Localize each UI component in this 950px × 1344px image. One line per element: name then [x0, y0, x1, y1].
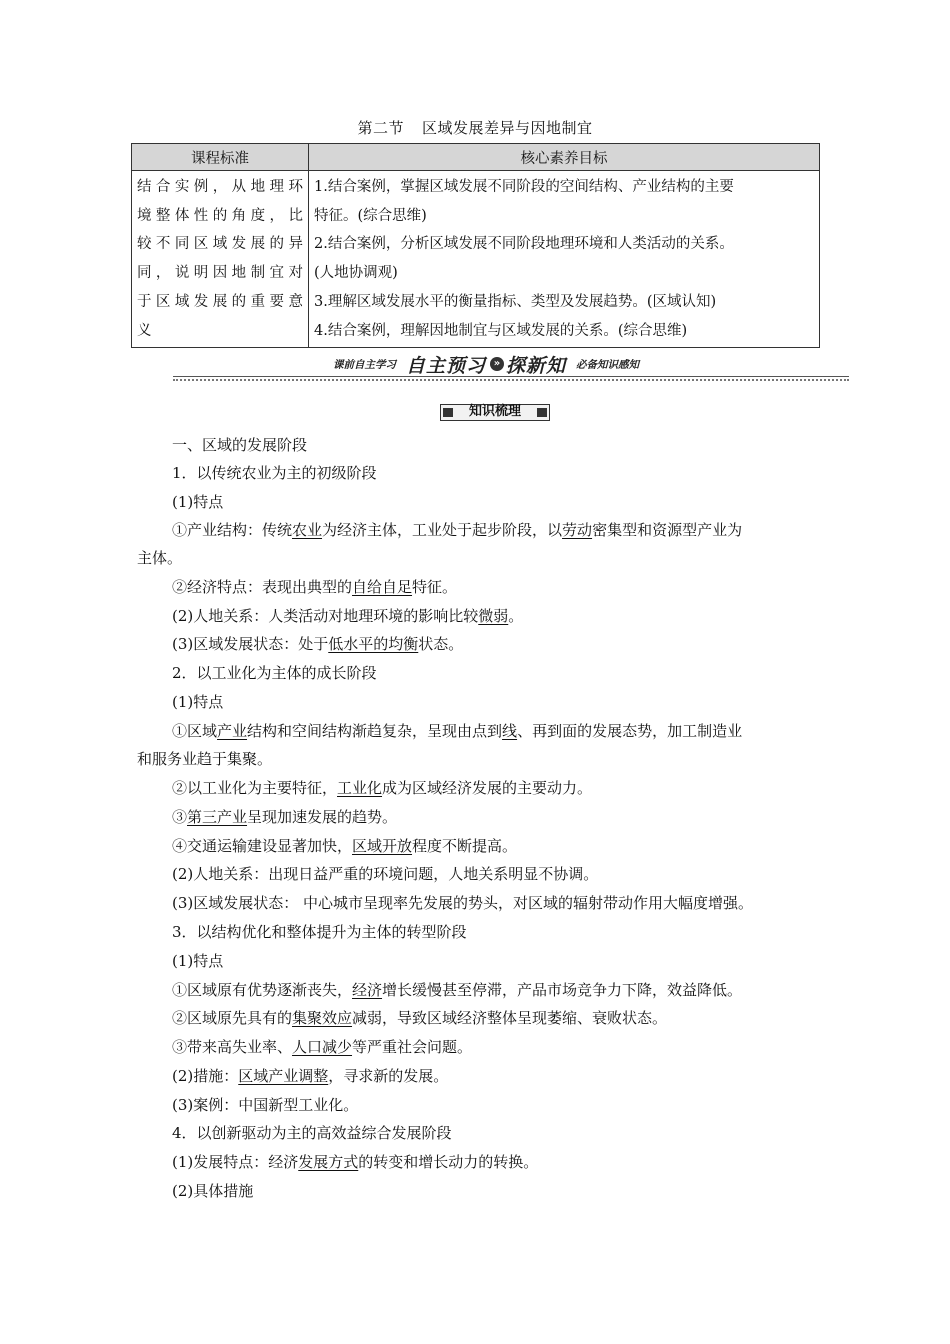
text-line [172, 1095, 358, 1115]
text-run: 减弱，导致区域经济整体呈现萎缩、衰败状态。 [352, 1009, 668, 1027]
text-run: 3．以结构优化和整体提升为主体的转型阶段 [172, 923, 467, 941]
arrow-icon: » [490, 357, 504, 371]
text-line [172, 1123, 452, 1143]
text-run: 呈现加速发展的趋势。 [247, 808, 398, 826]
text-run: ③带来高失业率、 [172, 1038, 293, 1056]
banner-heading-1: 自主预习 [406, 354, 487, 377]
text-line [172, 663, 377, 683]
text-line [172, 520, 742, 540]
banner-heading-2: 探新知 [506, 354, 567, 377]
text-line [137, 749, 272, 769]
section-number: 第二节 [357, 119, 404, 137]
text-line [172, 463, 377, 483]
answer-blank: 劳动 [562, 521, 593, 539]
banner-right-caption: 必备知识感知 [576, 358, 640, 371]
core-literacy-line: 2.结合案例，分析区域发展不同阶段地理环境和人类活动的关系。 [314, 236, 734, 253]
answer-blank: 经济 [352, 981, 383, 999]
standard-cell [132, 171, 309, 348]
knowledge-label [440, 402, 550, 422]
text-run: ①区域 [172, 722, 218, 740]
text-run: 、再到面的发展态势，加工制造业 [517, 722, 743, 740]
answer-blank: 自给自足 [352, 578, 413, 596]
standard-line: 境整体性的角度，比 [137, 207, 303, 224]
core-literacy-line: 特征。(综合思维) [314, 207, 427, 224]
banner-left-caption: 课前自主学习 [333, 358, 396, 371]
standard-line: 于区域发展的重要意 [137, 293, 303, 310]
text-run: (1)特点 [172, 493, 224, 511]
section-name: 区域发展差异与因地制宜 [422, 119, 593, 137]
text-run: (1)特点 [172, 693, 224, 711]
text-run: (3)区域发展状态：处于 [172, 635, 329, 653]
text-run: 主体。 [137, 549, 183, 567]
text-line [172, 606, 523, 626]
core-literacy-line: 1.结合案例，掌握区域发展不同阶段的空间结构、产业结构的主要 [314, 179, 734, 195]
core-literacy-line: (人地协调观) [314, 265, 398, 282]
text-run: ④交通运输建设显著加快， [172, 837, 353, 855]
text-run: (2)具体措施 [172, 1182, 254, 1200]
text-line [172, 836, 517, 856]
curriculum-table [131, 143, 820, 348]
text-line [172, 721, 742, 741]
text-run: (2)措施： [172, 1067, 239, 1085]
text-line [172, 1008, 667, 1028]
answer-blank: 微弱 [478, 607, 509, 625]
text-line [172, 1037, 472, 1057]
text-run: 4．以创新驱动为主的高效益综合发展阶段 [172, 1124, 452, 1142]
answer-blank: 区域产业调整 [238, 1067, 329, 1085]
text-run: (2)人地关系：人类活动对地理环境的影响比较 [172, 607, 479, 625]
text-run: ①区域原有优势逐渐丧失， [172, 981, 353, 999]
text-line [172, 492, 223, 512]
text-run: 和服务业趋于集聚。 [137, 750, 273, 768]
text-line [172, 634, 463, 654]
answer-blank: 区域开放 [352, 837, 413, 855]
text-run: ②以工业化为主要特征， [172, 779, 338, 797]
text-line [172, 577, 457, 597]
standard-line: 结合实例，从地理环 [137, 179, 303, 195]
answer-blank: 低水平的均衡 [328, 635, 419, 653]
preview-banner [173, 352, 849, 382]
answer-blank: 集聚效应 [292, 1009, 353, 1027]
text-run: 密集型和资源型产业为 [592, 521, 743, 539]
standard-line: 较不同区域发展的异 [137, 236, 303, 253]
text-run: 2．以工业化为主体的成长阶段 [172, 664, 377, 682]
text-run: (3)区域发展状态： 中心城市呈现率先发展的势头，对区域的辐射带动作用大幅度增强。 [172, 894, 754, 912]
text-run: 成为区域经济发展的主要动力。 [382, 779, 593, 797]
header-standard: 课程标准 [132, 144, 309, 171]
text-run: 的转变和增长动力的转换。 [358, 1153, 539, 1171]
text-run: (1)发展特点：经济 [172, 1153, 299, 1171]
text-line [172, 807, 397, 827]
text-line [172, 864, 598, 884]
text-run: 1．以传统农业为主的初级阶段 [172, 464, 377, 482]
text-run: (2)人地关系：出现日益严重的环境问题，人地关系明显不协调。 [172, 865, 599, 883]
answer-blank: 人口减少 [292, 1038, 353, 1056]
standard-line: 同，说明因地制宜对 [137, 265, 303, 282]
text-run: ，寻求新的发展。 [328, 1067, 449, 1085]
answer-blank: 工业化 [337, 779, 383, 797]
text-run: 。 [508, 607, 524, 625]
text-run: 为经济主体，工业处于起步阶段，以 [322, 521, 563, 539]
answer-blank: 农业 [292, 521, 323, 539]
header-core-literacy: 核心素养目标 [309, 144, 820, 171]
text-line [172, 692, 223, 712]
text-line [172, 435, 307, 455]
text-line [172, 778, 592, 798]
core-literacy-cell [309, 171, 820, 348]
text-run: 增长缓慢甚至停滞，产品市场竞争力下降，效益降低。 [382, 981, 743, 999]
text-run: 等严重社会问题。 [352, 1038, 473, 1056]
text-line [137, 548, 182, 568]
standard-line: 义 [137, 322, 152, 339]
text-line [172, 922, 467, 942]
text-run: (1)特点 [172, 952, 224, 970]
text-run: 一、区域的发展阶段 [172, 436, 308, 454]
text-run: 状态。 [418, 635, 464, 653]
text-run: 特征。 [412, 578, 458, 596]
text-run: 结构和空间结构渐趋复杂，呈现由点到 [247, 722, 503, 740]
core-literacy-line: 4.结合案例，理解因地制宜与区域发展的关系。(综合思维) [314, 322, 688, 339]
text-line [172, 1066, 448, 1086]
answer-blank: 产业 [217, 722, 248, 740]
text-line [172, 1181, 253, 1201]
banner-dotted-rule [173, 379, 849, 381]
answer-blank: 发展方式 [298, 1153, 359, 1171]
text-run: (3)案例：中国新型工业化。 [172, 1096, 359, 1114]
answer-blank: 线 [502, 722, 518, 740]
knowledge-label-text: 知识梳理 [468, 404, 521, 419]
text-line [172, 893, 753, 913]
text-run: ②经济特点：表现出典型的 [172, 578, 353, 596]
section-title [0, 117, 950, 138]
text-line [172, 980, 742, 1000]
answer-blank: 第三产业 [187, 808, 248, 826]
core-literacy-line: 3.理解区域发展水平的衡量指标、类型及发展趋势。(区域认知) [314, 293, 717, 310]
text-run: ③ [172, 808, 188, 826]
text-run: 程度不断提高。 [412, 837, 518, 855]
text-line [172, 1152, 538, 1172]
text-run: ①产业结构：传统 [172, 521, 293, 539]
text-line [172, 951, 223, 971]
text-run: ②区域原先具有的 [172, 1009, 293, 1027]
